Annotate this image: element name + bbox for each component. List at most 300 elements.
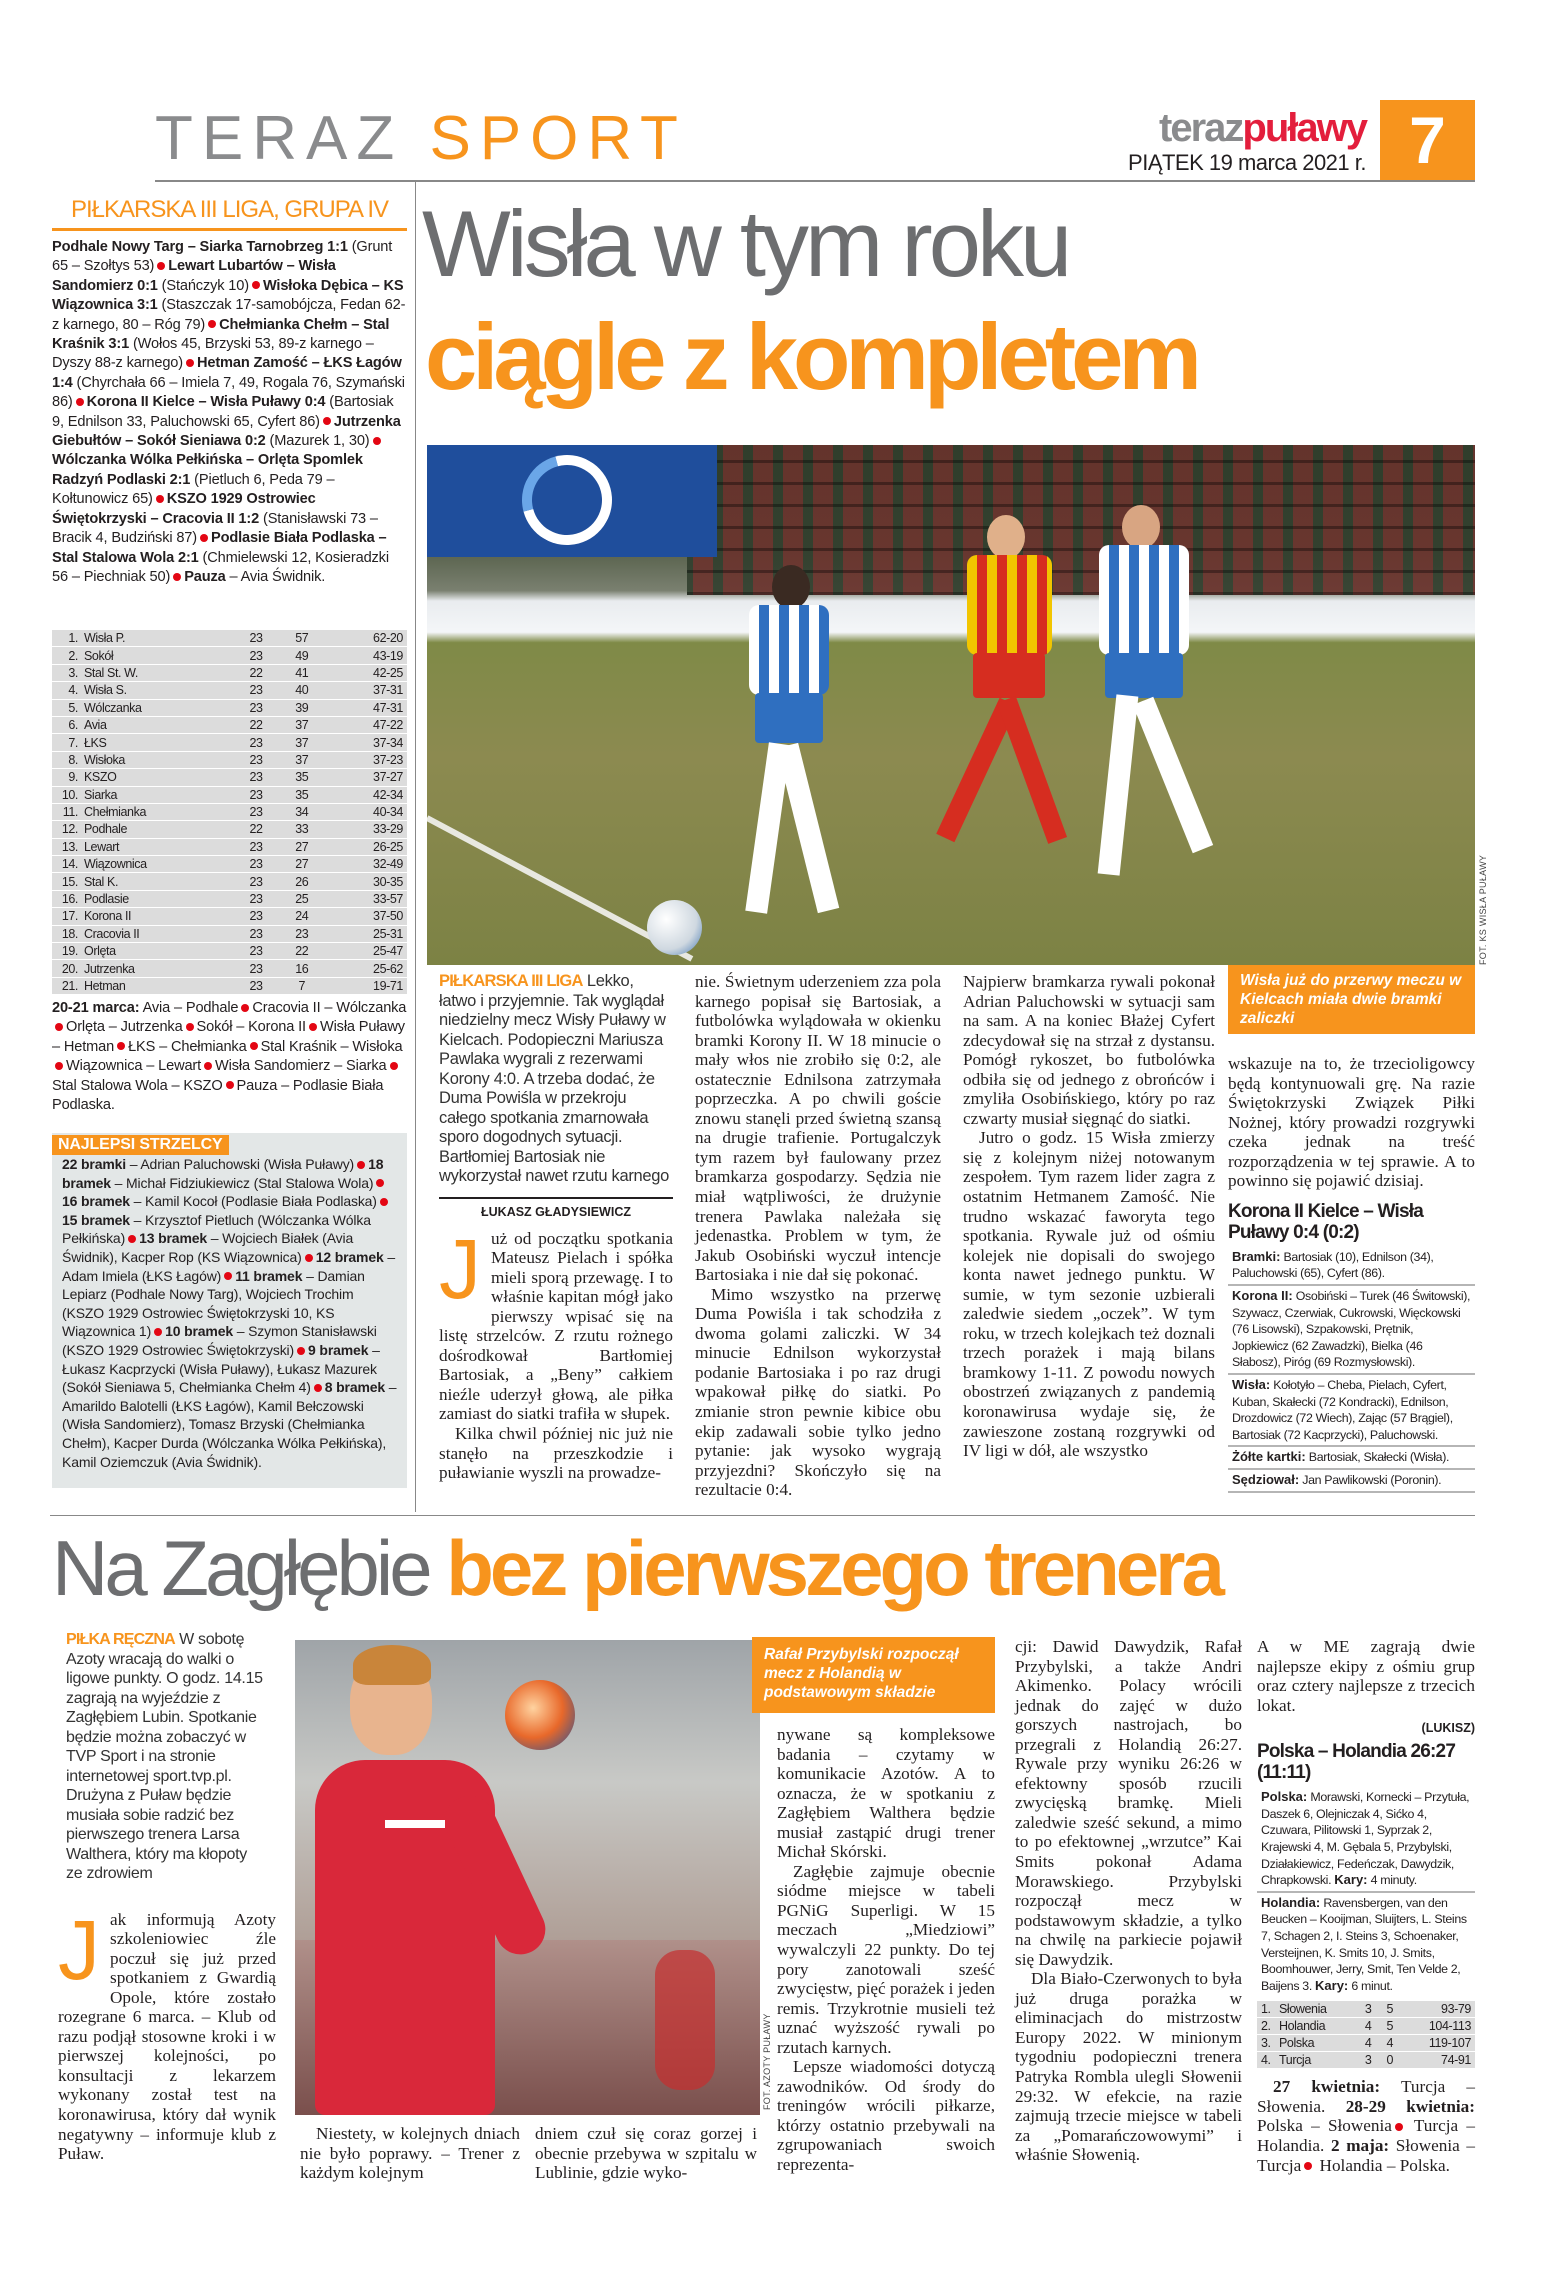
goals-cell: 93-79	[1401, 2001, 1475, 2017]
match-result-scorers: (Chyrchała 66 – Imiela 7, 49, Rogala 76, Szymański 86)	[52, 374, 405, 411]
author-signature: (LUKISZ)	[1421, 1721, 1475, 1736]
points-cell: 7	[279, 978, 325, 994]
position-cell: 3.	[52, 665, 80, 681]
position-cell: 4.	[1257, 2052, 1275, 2068]
matches-cell: 3	[1357, 2052, 1379, 2068]
bullet-icon	[250, 1042, 258, 1050]
position-cell: 11.	[52, 804, 80, 820]
position-cell: 2.	[1257, 2018, 1275, 2034]
matches-cell: 23	[233, 943, 279, 959]
bullet-icon	[156, 495, 164, 503]
bullet-icon	[200, 534, 208, 542]
match-result-scorers: (Grunt 65 – Szołtys 53)	[52, 239, 393, 275]
headline-2-gray: Na Zagłębie	[52, 1524, 447, 1612]
goals-cell: 74-91	[1401, 2052, 1475, 2068]
handball-player-photo	[295, 1640, 760, 2115]
value: Bartosiak, Skałecki (Wisła).	[1305, 1450, 1450, 1465]
scorer-goals: 13 bramek	[139, 1230, 208, 1247]
fixture: Stal Kraśnik – Wisłoka	[260, 1038, 403, 1055]
bullet-icon	[373, 437, 381, 445]
table-row	[52, 908, 407, 924]
paragraph: Mimo wszystko na przerwę Duma Powiśla i tak schodziła z dwoma golami zaliczki. W 34 minucie Ednilson wykorzystał podanie Bartosiaka i po raz drugi wpakował piłkę do siatki. Po zmianie stron pewnie kibice obu ekip zadawali sobie tylko jedno pytanie: jak wysoko wygrają przyjezdni? Skończyło się na rezultacie 0:4.	[695, 1284, 941, 1500]
matches-cell: 23	[233, 960, 279, 976]
position-cell: 20.	[52, 960, 80, 976]
bullet-icon	[117, 1042, 125, 1050]
goals-cell: 37-23	[325, 752, 407, 768]
section-divider	[50, 1515, 1475, 1516]
match-lineup-holandia	[1257, 1893, 1475, 1997]
scorer-goals: 22 bramki	[62, 1156, 127, 1172]
paragraph: Lepsze wiadomości dotyczą zawodników. Od środy do treningów wrócili piłkarze, którzy ostatnio przebywali na zgrupowaniach swoich reprezenta-	[777, 2057, 995, 2175]
lead-label: PIŁKARSKA III LIGA	[439, 972, 583, 990]
scorer-names: – Amarildo Balotelli (ŁKS Łagów), Kamil Bełczowski (Wisła Sandomierz), Tomasz Brzyski (Chełmianka Chełm), Kacper Durda (Wólczanka Wólka Pełkińska), Kamil Oziemczuk (Avia Świdnik).	[62, 1379, 397, 1470]
goals-cell: 62-20	[325, 630, 407, 646]
table-row	[52, 891, 407, 907]
bullet-icon	[357, 1161, 365, 1169]
label: Wisła:	[1232, 1376, 1271, 1392]
section-title-teraz: TERAZ	[155, 104, 430, 173]
label: Holandia:	[1261, 1894, 1321, 1910]
lead-text: W sobotę Azoty wracają do walki o ligowe punkty. O godz. 14.15 zagrają na wyjeździe z Zagłębiem Lubin. Spotkanie będzie można zobaczyć w TVP Sport i na stronie internetowej sport.tvp.pl. Drużyna z Puław będzie musiała sobie radzić bez pierwszego trenera Larsa Walthera, który ma kłopoty ze zdrowiem	[66, 1631, 263, 1882]
fixture: ŁKS – Chełmianka	[128, 1038, 247, 1055]
article-2-lead	[58, 1630, 276, 1884]
bullet-icon	[314, 1384, 322, 1392]
matches-cell: 23	[233, 978, 279, 994]
lineup: Morawski, Kornecki – Przytuła, Daszek 6, Olejniczak 4, Sićko 4, Czuwara, Pilitowski 1, Syprzak 2, Krajewski 4, M. Gębala 5, Przybylski, Działakiewicz, Fedeńczak, Dawydzik, Chrapkowski.	[1261, 1790, 1470, 1888]
points-cell: 57	[279, 630, 325, 646]
section-title-sport: SPORT	[429, 104, 687, 173]
player-korona	[947, 515, 1067, 915]
player-hair	[353, 1645, 431, 1685]
fixture-date: 28-29 kwietnia:	[1345, 2096, 1475, 2116]
goals-cell: 37-31	[325, 682, 407, 698]
goals-cell: 25-31	[325, 926, 407, 942]
photo-caption-1: Wisła już do przerwy meczu w Kielcach miała dwie bramki zaliczki	[1228, 965, 1475, 1034]
match-result-scorers: (Stańczyk 10)	[157, 277, 249, 294]
points-cell: 33	[279, 821, 325, 837]
header-divider	[155, 180, 1475, 182]
matches-cell: 22	[233, 821, 279, 837]
goals-cell: 19-71	[325, 978, 407, 994]
article-1-column-4	[1228, 965, 1475, 1493]
fixture: Orlęta – Jutrzenka	[66, 1019, 183, 1036]
goals-cell: 104-113	[1401, 2018, 1475, 2034]
goals-cell: 26-25	[325, 839, 407, 855]
top-scorers-label: NAJLEPSI STRZELCY	[52, 1135, 229, 1155]
match-summary-row	[1228, 1286, 1475, 1375]
bullet-icon	[208, 320, 216, 328]
paragraph: uż od początku spotkania Mateusz Pielach i spółka mieli sporą przewagę. I to właśnie kapitan mógł jako pierwszy wpisać się na listę strzelców. Z rzutu rożnego dośrodkował Bartłomiej Bartosiak, a „Beny” całkiem nieźle uderzył głową, ale piłka zamiast do siatki trafiła w słupek.	[439, 1228, 673, 1424]
bullet-icon	[380, 1198, 388, 1206]
team-cell: Hetman	[80, 978, 233, 994]
matches-cell: 22	[233, 665, 279, 681]
match-result-teams: Lewart Lubartów – Wisła Sandomierz 0:1	[52, 258, 336, 294]
paragraph: cji: Dawid Dawydzik, Rafał Przybylski, a także Andri Akimenko. Polacy wrócili jednak do zajęć w dużo gorszych nastrojach, bo przegrali z Holandią 26:27. Rywale przy wyniku 26:26 w efektowny sposób rzucili zwycięską bramkę. Mieli zaledwie sześć sekund, a mimo to po efektownej „wrzutce” Kai Smits pokonał Adama Morawskiego. Przybylski rozpoczął mecz w podstawowym składzie, a tylko na chwilę na parkiecie pojawił się Dawydzik.	[1015, 1637, 1242, 1969]
handball-ball	[505, 1680, 575, 1750]
article-2-column-5	[1257, 1637, 1475, 2175]
bullet-icon	[224, 1272, 232, 1280]
position-cell: 15.	[52, 873, 80, 889]
player-wisla-1	[727, 565, 837, 935]
label: Sędziował:	[1232, 1471, 1300, 1487]
match-result-teams: Korona II Kielce – Wisła Puławy 0:4	[86, 394, 326, 411]
table-row	[52, 821, 407, 837]
fixture: Avia – Podhale	[142, 1000, 239, 1016]
goals-cell: 43-19	[325, 647, 407, 663]
team-cell: Holandia	[1275, 2018, 1357, 2034]
match-result-teams: Jutrzenka Giebułtów – Sokół Sieniawa 0:2	[52, 413, 401, 450]
paragraph: Niestety, w kolejnych dniach nie było poprawy. – Trener z każdym kolejnym	[300, 2124, 520, 2183]
player-wisla-2	[1077, 505, 1207, 935]
match-result-scorers: (Chmielewski 12, Kosieradzki 56 – Piechniak 50)	[52, 549, 389, 585]
headline-2-orange: bez pierwszego trenera	[446, 1524, 1221, 1612]
position-cell: 5.	[52, 700, 80, 716]
bullet-icon	[204, 1062, 212, 1070]
team-cell: Cracovia II	[80, 926, 233, 942]
goals-cell: 25-47	[325, 943, 407, 959]
position-cell: 1.	[1257, 2001, 1275, 2017]
points-cell: 35	[279, 769, 325, 785]
matches-cell: 23	[233, 769, 279, 785]
label: Korona II:	[1232, 1288, 1293, 1304]
points-cell: 24	[279, 908, 325, 924]
team-cell: Orlęta	[80, 943, 233, 959]
points-cell: 37	[279, 752, 325, 768]
penalties: 6 minut.	[1348, 1978, 1393, 1993]
team-cell: Wisłoka	[80, 752, 233, 768]
league-fixtures	[52, 999, 407, 1115]
scorer-names: – Krzysztof Pietluch (Wólczanka Wólka Pełkińska)	[62, 1211, 371, 1247]
position-cell: 16.	[52, 891, 80, 907]
issue-date: PIĄTEK 19 marca 2021 r.	[1128, 150, 1366, 175]
position-cell: 18.	[52, 926, 80, 942]
label: Bramki:	[1232, 1248, 1281, 1264]
match-summary-row	[1228, 1470, 1475, 1493]
team-cell: KSZO	[80, 769, 233, 785]
matches-cell: 23	[233, 856, 279, 872]
table-row	[52, 700, 407, 716]
points-cell: 16	[279, 960, 325, 976]
match-summary-title: Polska – Holandia 26:27 (11:11)	[1257, 1741, 1456, 1784]
team-cell: Wiązownica	[80, 856, 233, 872]
label: Żółte kartki:	[1232, 1449, 1306, 1465]
team-cell: Avia	[80, 717, 233, 733]
label: Polska:	[1261, 1789, 1308, 1805]
points-cell: 0	[1379, 2052, 1401, 2068]
bullet-icon	[186, 1023, 194, 1031]
points-cell: 27	[279, 839, 325, 855]
headline-2	[52, 1522, 1221, 1614]
drop-cap: J	[439, 1221, 481, 1316]
points-cell: 37	[279, 734, 325, 750]
paragraph: Jutro o godz. 15 Wisła zmierzy się z kolejnym niżej notowanym zespołem. Tym razem lider zagra z ostatnim Hetmanem Zamość. Nie trudno wskazać faworyta tego spotkania. Rywale już od ośmiu kolejek nie dopisali do swojego konta nawet jednego punktu. W sumie, w tym sezonie uzbierali zaledwie siedem „oczek”. W tym roku, w trzech kolejkach też doznali trzech porażek i mają bilans bramkowy 1-11. Z powodu nowych obostrzeń związanych z pandemią koronawirusa wydaje się, że zawieszone zostaną rozgrywki od IV ligi w dół, ale wszystko	[963, 1128, 1215, 1461]
article-2-body	[58, 1902, 276, 2164]
paragraph: nywane są kompleksowe badania – czytamy w komunikacie Azotów. A to oznacza, że w spotkaniu z Zagłębiem Walthera będzie musiał zastąpić drugi trener Michał Skórski.	[777, 1725, 995, 1862]
match-result-scorers: (Pietluch 6, Peda 79 – Kołtunowicz 65)	[52, 471, 335, 508]
matches-cell: 23	[233, 839, 279, 855]
scorer-names: – Adam Imiela (ŁKS Łagów)	[62, 1248, 395, 1284]
paragraph: ak informują Azoty szkoleniowiec źle poczuł się już przed spotkaniem z Gwardią Opole, które zostało rozegrane 6 marca. – Klub od razu podjął stosowne kroki i w pierwszej kolejności, po konsultacji z lekarzem wykonany został test na koronawirusa, który dał wynik negatywny – informuje klub z Puław.	[58, 1909, 276, 2164]
league-title: PIŁKARSKA III LIGA, GRUPA IV	[70, 196, 389, 223]
scorer-goals: 18 bramek	[62, 1156, 384, 1191]
fixture: Słowenia – Turcja	[1257, 2135, 1476, 2175]
points-cell: 40	[279, 682, 325, 698]
article-2-column-3	[752, 1637, 995, 2175]
match-result-teams: Chełmianka Chełm – Stal Kraśnik 3:1	[52, 316, 390, 353]
team-cell: Stal St. W.	[80, 665, 233, 681]
bullet-icon	[241, 1004, 249, 1012]
paragraph: A w ME zagrają dwie najlepsze ekipy z ośmiu grup oraz cztery najlepsze z trzecich lokat.	[1257, 1637, 1475, 1715]
article-2-under-photo-2	[535, 2124, 757, 2183]
photo-credit-2: FOT. AZOTY PUŁAWY	[762, 2013, 772, 2110]
goals-cell: 25-62	[325, 960, 407, 976]
match-result-teams: Wólczanka Wólka Pełkińska – Orlęta Spomlek Radzyń Podlaski 2:1	[52, 452, 363, 488]
team-cell: Lewart	[80, 839, 233, 855]
matches-cell: 4	[1357, 2035, 1379, 2051]
table-row	[52, 769, 407, 785]
photo-credit-1: FOT. KS WISŁA PUŁAWY	[1478, 854, 1488, 965]
paragraph: wskazuje na to, że trzecioligowcy będą kontynuowali grę. Na razie Świętokrzyski Związek Piłki Nożnej, który prowadzi rozgrywki czeka jednak na treść rozporządzenia w tej sprawie. A to powinno się pojawić dzisiaj.	[1228, 1054, 1475, 1191]
matches-cell: 23	[233, 891, 279, 907]
value: Bartosiak (10), Ednilson (34), Paluchowski (65), Cyfert (86).	[1232, 1249, 1434, 1281]
paragraph: Kilka chwil później nic już nie stanęło na przeszkodzie i puławianie wyszli na prowadze-	[439, 1423, 673, 1483]
table-row	[52, 752, 407, 768]
fixture: Holandia – Polska.	[1315, 2155, 1450, 2175]
scorer-names: – Szymon Stanisławski (KSZO 1929 Ostrowiec Świętokrzyski)	[62, 1323, 377, 1358]
group-table	[1257, 2000, 1475, 2069]
author-name: ŁUKASZ GŁADYSIEWICZ	[481, 1204, 631, 1219]
league-results	[52, 238, 407, 587]
fixture: Pauza – Podlasie Biała Podlaska.	[52, 1077, 384, 1114]
position-cell: 2.	[52, 647, 80, 663]
points-cell: 41	[279, 665, 325, 681]
match-summary-row	[1228, 1447, 1475, 1470]
club-logo-icon	[506, 445, 629, 561]
goals-cell: 47-22	[325, 717, 407, 733]
matches-cell: 23	[233, 630, 279, 646]
goals-cell: 42-25	[325, 665, 407, 681]
scorer-names: – Michał Fidziukiewicz (Stal Stalowa Wola)	[110, 1174, 374, 1191]
bullet-icon	[128, 1235, 136, 1243]
scorer-goals: 12 bramek	[315, 1248, 384, 1265]
bullet-icon	[1304, 2162, 1312, 2170]
article-2-column-4	[1015, 1637, 1242, 2165]
article-2-column-1	[58, 1630, 276, 2164]
goals-cell: 40-34	[325, 804, 407, 820]
article-1-lead	[439, 972, 673, 1187]
team-cell: Wisła S.	[80, 682, 233, 698]
team-cell: Jutrzenka	[80, 960, 233, 976]
team-cell: Turcja	[1275, 2052, 1357, 2068]
team-cell: Podlasie	[80, 891, 233, 907]
logo-pulawy: puławy	[1242, 106, 1366, 150]
bullet-icon	[55, 1062, 63, 1070]
goals-cell: 119-107	[1401, 2035, 1475, 2051]
points-cell: 4	[1379, 2035, 1401, 2051]
scorer-names: – Damian Lepiarz (Podhale Nowy Targ), Wojciech Trochim (KSZO 1929 Ostrowiec Świętokrzyski 10, KS Wiązownica 1)	[62, 1267, 365, 1340]
goals-cell: 47-31	[325, 700, 407, 716]
drop-cap: J	[58, 1902, 100, 1997]
article-1-body	[439, 1221, 673, 1483]
table-row	[52, 630, 407, 646]
bullet-icon	[173, 573, 181, 581]
goals-cell: 42-34	[325, 787, 407, 803]
points-cell: 35	[279, 787, 325, 803]
table-row	[52, 873, 407, 889]
fixture: Cracovia II – Wólczanka	[252, 1000, 407, 1016]
paragraph: dniem czuł się coraz gorzej i obecnie przebywa w szpitalu w Lublinie, gdzie wyko-	[535, 2124, 757, 2183]
headline-1-line2: ciągle z kompletem	[425, 304, 1197, 409]
position-cell: 12.	[52, 821, 80, 837]
points-cell: 27	[279, 856, 325, 872]
position-cell: 9.	[52, 769, 80, 785]
team-cell: Polska	[1275, 2035, 1357, 2051]
bullet-icon	[376, 1179, 384, 1187]
matches-cell: 23	[233, 908, 279, 924]
matches-cell: 3	[1357, 2001, 1379, 2017]
match-result-scorers: (Wołos 45, Brzyski 53, 89-z karnego – Dyszy 88-z karnego)	[52, 336, 374, 372]
points-cell: 25	[279, 891, 325, 907]
bullet-icon	[297, 1347, 305, 1355]
fixtures-label: 20-21 marca:	[52, 1000, 140, 1016]
article-1-body-end	[1228, 1054, 1475, 1191]
matches-cell: 23	[233, 734, 279, 750]
team-cell: Sokół	[80, 647, 233, 663]
table-row	[52, 839, 407, 855]
goals-cell: 30-35	[325, 873, 407, 889]
table-row	[52, 926, 407, 942]
match-result-scorers: – Avia Świdnik.	[225, 568, 326, 585]
position-cell: 4.	[52, 682, 80, 698]
table-row	[1257, 2035, 1475, 2051]
fixture: Sokół – Korona II	[196, 1019, 306, 1036]
table-row	[1257, 2052, 1475, 2068]
column-divider	[415, 182, 416, 1512]
table-row	[52, 647, 407, 663]
article-1-column-3	[963, 972, 1215, 1461]
logo-teraz: teraz	[1159, 106, 1243, 150]
points-cell: 5	[1379, 2018, 1401, 2034]
article-1-column-2	[695, 972, 941, 1500]
value: Jan Pawlikowski (Poronin).	[1299, 1472, 1442, 1487]
paragraph: Zagłębie zajmuje obecnie siódme miejsce w tabeli PGNiG Superligi. W 15 meczach „Miedziowi” wywalczyli 22 punkty. Do tej pory zanotowali sześć zwycięstw, pięć porażek i jeden remis. Trzykrotnie musieli też uznać wyższość rywali po rzutach karnych.	[777, 1861, 995, 2057]
position-cell: 17.	[52, 908, 80, 924]
headline-1-line1: Wisła w tym roku	[422, 191, 1069, 296]
points-cell: 39	[279, 700, 325, 716]
team-cell: Siarka	[80, 787, 233, 803]
match-result-teams: Hetman Zamość – ŁKS Łagów 1:4	[52, 355, 402, 391]
fixture: Polska – Słowenia	[1257, 2116, 1392, 2136]
photo-caption-2: Rafał Przybylski rozpoczął mecz z Holandią w podstawowym składzie	[752, 1637, 995, 1713]
bullet-icon	[157, 262, 165, 270]
matches-cell: 23	[233, 647, 279, 663]
points-cell: 22	[279, 943, 325, 959]
table-row	[1257, 2018, 1475, 2034]
goals-cell: 37-27	[325, 769, 407, 785]
scorer-goals: 16 bramek	[62, 1193, 130, 1210]
matches-cell: 22	[233, 717, 279, 733]
points-cell: 49	[279, 647, 325, 663]
matches-cell: 23	[233, 873, 279, 889]
bullet-icon	[252, 281, 260, 289]
team-cell: Chełmianka	[80, 804, 233, 820]
matches-cell: 23	[233, 752, 279, 768]
match-result-scorers: (Staszczak 17-samobójcza, Fedan 62-z karnego, 80 – Róg 79)	[52, 297, 406, 333]
goals-cell: 33-57	[325, 891, 407, 907]
matches-cell: 23	[233, 700, 279, 716]
matches-cell: 23	[233, 804, 279, 820]
paragraph: Najpierw bramkarza rywali pokonał Adrian Paluchowski w sytuacji sam na sam. A na koniec Błażej Cyfert zdecydował się na strzał z dystansu. Pomógł rykoszet, bo futbolówka odbiła się od jednego z obrońców i zmyliła Osobińskiego, który po raz czwarty musiał sięgnąć do siatki.	[963, 972, 1215, 1128]
match-summary	[1228, 1247, 1475, 1493]
matches-cell: 23	[233, 787, 279, 803]
league-title-rule	[52, 228, 407, 231]
team-cell: Wólczanka	[80, 700, 233, 716]
goals-cell: 32-49	[325, 856, 407, 872]
label: Kary:	[1334, 1872, 1368, 1888]
table-row	[52, 787, 407, 803]
bullet-icon	[323, 417, 331, 425]
goals-cell: 33-29	[325, 821, 407, 837]
bullet-icon	[76, 398, 84, 406]
table-row	[1257, 2001, 1475, 2017]
team-cell: ŁKS	[80, 734, 233, 750]
bullet-icon	[1395, 2123, 1403, 2131]
scorer-goals: 9 bramek	[308, 1341, 369, 1358]
matches-cell: 23	[233, 926, 279, 942]
top-scorers-box	[52, 1133, 407, 1488]
table-row	[52, 943, 407, 959]
match-result-teams: Pauza	[184, 568, 226, 585]
scorer-goals: 15 bramek	[62, 1211, 130, 1228]
match-summary-row	[1228, 1247, 1475, 1286]
value: Kołotyło – Cheba, Pielach, Cyfert, Kuban, Skałecki (72 Kondracki), Ednilson, Drozdowicz (72 Wiech), Zając (57 Brągiel), Bartosiak (72 Kacprzycki), Paluchowski.	[1232, 1377, 1453, 1442]
bullet-icon	[186, 359, 194, 367]
value: Osobiński – Turek (46 Świtowski), Szywacz, Czerwiak, Cukrowski, Więckowski (76 Lisowski), Szpakowski, Prętnik, Jopkiewicz (62 Zawadzki), Bielka (46 Słabosz), Piróg (69 Rozmysłowski).	[1232, 1289, 1471, 1370]
position-cell: 8.	[52, 752, 80, 768]
label: Kary:	[1315, 1977, 1349, 1993]
newspaper-logo	[1159, 106, 1366, 150]
match-result-scorers: (Bartosiak 9, Ednilson 33, Paluchowski 65, Cyfert 86)	[52, 394, 394, 430]
table-row	[52, 717, 407, 733]
league-table	[52, 629, 407, 995]
shirt-stripe	[385, 1820, 445, 1828]
group-fixtures	[1257, 2077, 1475, 2175]
table-row	[52, 960, 407, 976]
article-2-body-mid	[777, 1725, 995, 2175]
lead-text: Lekko, łatwo i przyjemnie. Tak wyglądał niedzielny mecz Wisły Puławy w Kielcach. Podopieczni Mariusza Pawlaka wygrali z rezerwami Korony 4:0. A trzeba dodać, że Duma Powiśla w przekroju całego spotkania zmarnowała sporo dogodnych sytuacji. Bartłomiej Bartosiak nie wykorzystał nawet rzutu karnego	[439, 972, 670, 1185]
scorer-names: – Łukasz Kacprzycki (Wisła Puławy), Łukasz Mazurek (Sokół Sieniawa 5, Chełmianka Chełm 4)	[62, 1341, 380, 1396]
league-table-wrap	[52, 629, 407, 995]
bullet-icon	[55, 1023, 63, 1031]
points-cell: 37	[279, 717, 325, 733]
club-banner	[427, 445, 717, 557]
match-result-teams: Podhale Nowy Targ – Siarka Tarnobrzeg 1:1	[52, 239, 348, 255]
table-row	[52, 856, 407, 872]
goals-cell: 37-50	[325, 908, 407, 924]
match-lineup-polska	[1257, 1787, 1475, 1893]
bullet-icon	[305, 1254, 313, 1262]
scorer-goals: 10 bramek	[165, 1323, 233, 1340]
paragraph: nie. Świetnym uderzeniem zza pola karnego popisał się Bartosiak, a futbolówka wylądowała w okienku bramki Korony II. W 18 minucie o mały włos nie zrobiło się 0:2, ale ostatecznie Ednilsona zatrzymała poprzeczka. A po chwili goście znowu stanęli przed świetną szansą na drugie trafienie. Portugalczyk tym razem był faulowany przez bramkarza gospodarzy. Sędzia nie miał wątpliwości, że drużynie trenera Pawlaka należała się jedenastka. Problem w tym, że Jakub Osobiński wyczuł intencje Bartosiaka i nie dał się pokonać.	[695, 972, 941, 1285]
points-cell: 5	[1379, 2001, 1401, 2017]
position-cell: 14.	[52, 856, 80, 872]
fixture-date: 27 kwietnia:	[1273, 2077, 1381, 2097]
penalties: 4 minuty.	[1367, 1873, 1417, 1888]
scorer-names: – Wojciech Białek (Avia Świdnik), Kacper Rop (KS Wiązownica)	[62, 1230, 354, 1265]
lead-label: PIŁKA RĘCZNA	[66, 1631, 175, 1648]
points-cell: 34	[279, 804, 325, 820]
match-result-teams: KSZO 1929 Ostrowiec Świętokrzyski – Cracovia II 1:2	[52, 491, 316, 527]
